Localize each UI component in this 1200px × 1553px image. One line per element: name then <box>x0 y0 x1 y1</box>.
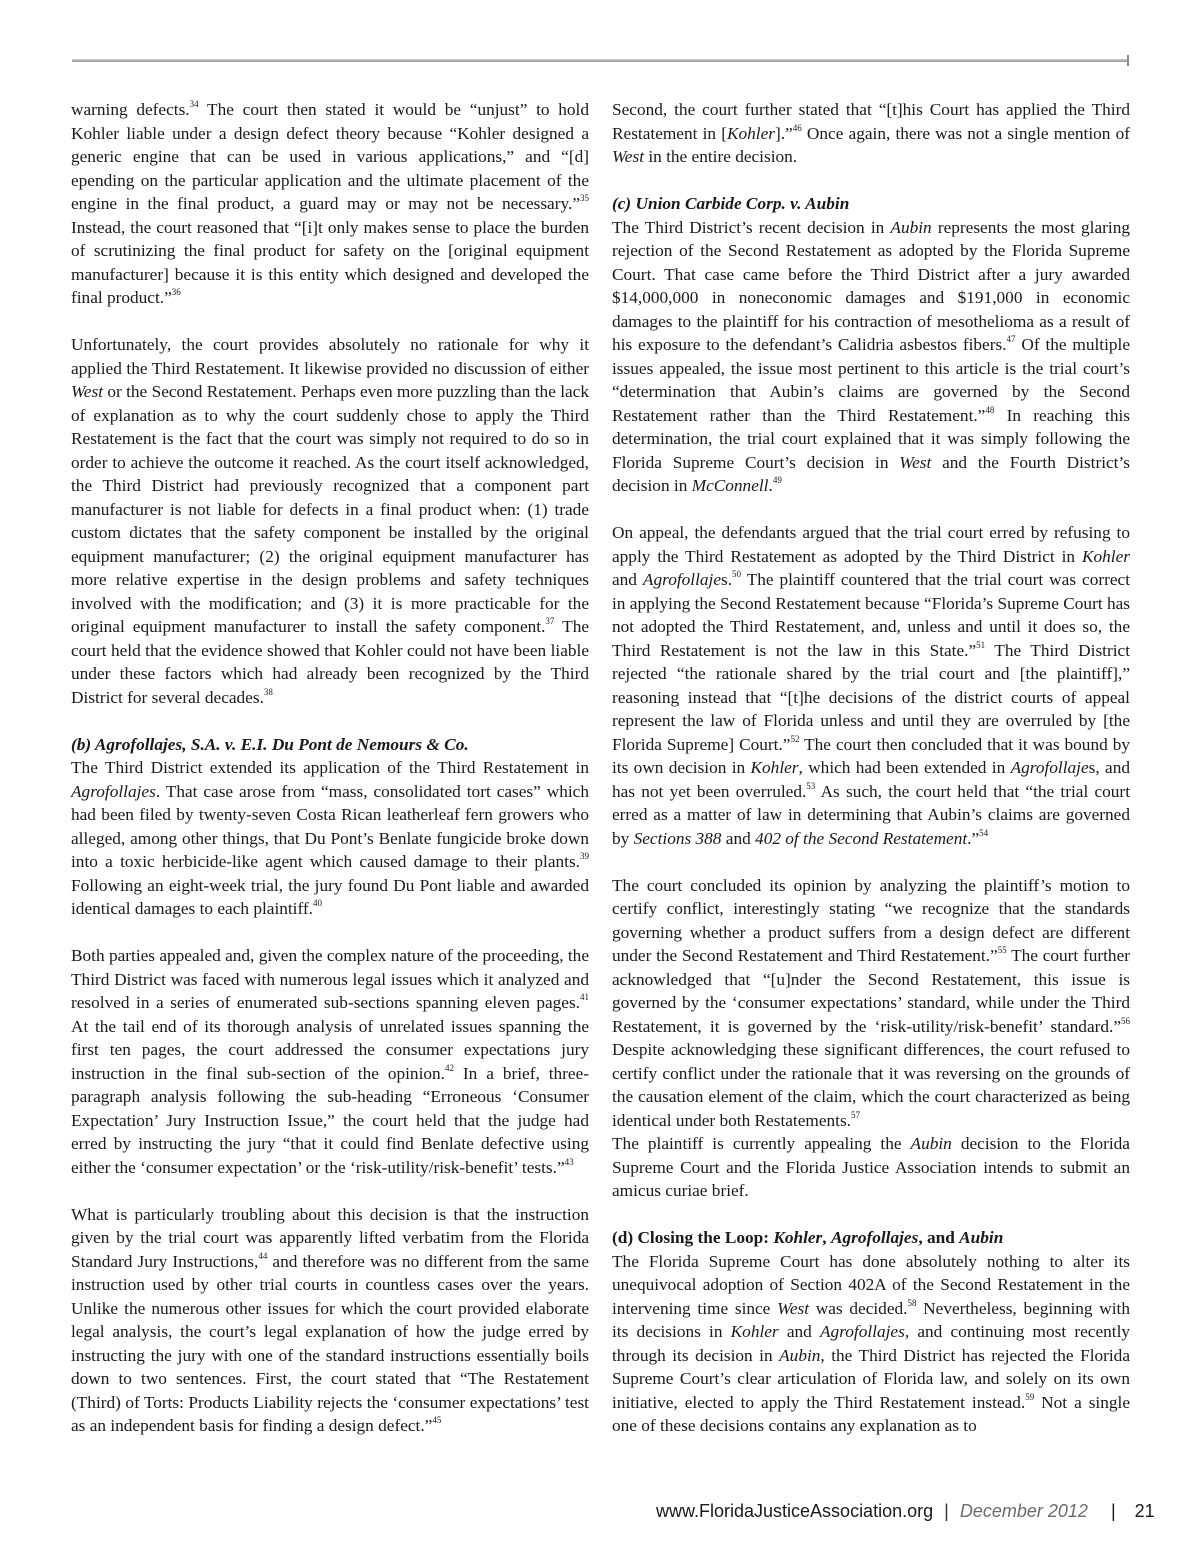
footnote-ref: 49 <box>772 475 782 486</box>
paragraph: The Third District’s recent decision in Aubin represents the most glaring rejection of the Second Restatement as adopted by the Florida Supreme Court. That case came before the Third District after a jury awarded $14,000,000 in noneconomic damages and $191,000 in economic damages to the plaintiff for his contraction of mesothelioma as a result of his exposure to the defendant’s Calidria asbestos fibers.$^{47}$ Of the multiple issues appealed, the issue most pertinent to this article is the trial court’s “determination that Aubin’s claims are governed by the Second Restatement rather than the Third Restatement.”$^{48}$ In reaching this determination, the trial court explained that it was simply following the Florida Supreme Court’s decision in West and the Fourth District’s decision in McConnell.$^{49}$ <box>612 217 1131 495</box>
paragraph: warning defects.$^{34}$ The court then stated it would be “unjust” to hold Kohler liable under a design defect theory because “Kohler designed a generic engine that can be used in various applications,” and “[d] epending on the particular application and the ultimate placement of the engine in the final product, a guard may or may not be necessary.”$^{35}$ Instead, the court reasoned that “[i]t only makes sense to place the burden of scrutinizing the final product for safety on the [original equipment manufacturer] because it is this entity which designed and developed the final product.”$^{36}$ <box>71 99 589 307</box>
footnote-ref: 58 <box>907 1297 917 1308</box>
section-heading-c: (c) Union Carbide Corp. v. Aubin <box>612 194 850 213</box>
italic-citation: Agrofollajes <box>830 1228 919 1247</box>
paragraph: Second, the court further stated that “[t]his Court has applied the Third Restatement in [Kohler].”$^{46}$ Once again, there was not a single mention of West in the entire decision. <box>612 100 1130 166</box>
italic-citation: Sections 388 <box>633 828 722 848</box>
footnote-ref: 47 <box>1006 334 1016 345</box>
footnote-ref: 43 <box>564 1156 574 1167</box>
italic-citation: 402 of the Second Restatement <box>755 828 968 848</box>
italic-citation: Agrofollajes <box>71 781 156 801</box>
footnote-ref: 44 <box>258 1250 268 1261</box>
italic-citation: Aubin <box>890 217 932 237</box>
page-number: 21 <box>1134 1501 1155 1521</box>
left-column <box>71 98 589 1438</box>
italic-citation: Agrofollajes <box>820 1322 905 1341</box>
section-heading-b: (b) Agrofollajes, S.A. v. E.I. Du Pont de Nemours & Co. <box>71 734 469 754</box>
website-link[interactable]: www.FloridaJusticeAssociation.org <box>656 1501 934 1521</box>
italic-citation: Kohler <box>730 1322 779 1341</box>
italic-citation: Aubin <box>910 1134 952 1153</box>
footnote-ref: 35 <box>580 193 589 204</box>
italic-citation: Agrofollaje <box>1010 758 1089 777</box>
footnote-ref: 37 <box>545 616 555 627</box>
footnote-ref: 55 <box>997 945 1007 956</box>
footnote-ref: 59 <box>1025 1391 1035 1402</box>
footnote-ref: 57 <box>851 1109 860 1120</box>
footnote-ref: 46 <box>792 122 802 133</box>
footnote-ref: 36 <box>171 287 181 298</box>
footnote-ref: 51 <box>976 639 986 650</box>
italic-citation: West <box>612 147 645 166</box>
paragraph: On appeal, the defendants argued that the trial court erred by refusing to apply the Third Restatement as adopted by the Third District in Kohler and Agrofollajes.$^{50}$ The plaintiff countered that the trial court was correct in applying the Second Restatement because “Florida’s Supreme Court has not adopted the Third Restatement, and, unless and until it does so, the Third Restatement is not the law in this State.”$^{51}$ The Third District rejected “the rationale shared by the trial court and [the plaintiff],” reasoning instead that “[t]he decisions of the district courts of appeal represent the law of Florida unless and until they are overruled by [the Florida Supreme] Court.”$^{52}$ The court then concluded that it was bound by its own decision in Kohler, which had been extended in Agrofollajes, and has not yet been overruled.$^{53}$ As such, the court held that “the trial court erred as a matter of law in determining that Aubin’s claims are governed by Sections 388 and 402 of the Second Restatement.”$^{54}$ <box>612 523 1130 848</box>
header-rule-cap <box>1127 55 1129 66</box>
issue-date: December 2012 <box>959 1501 1088 1521</box>
italic-citation: Aubin <box>959 1228 1004 1247</box>
footnote-ref: 56 <box>1121 1015 1130 1026</box>
footnote-ref: 50 <box>732 569 742 580</box>
paragraph: The court concluded its opinion by analyzing the plaintiff’s motion to certify conflict, interestingly stating “we recognize that the standards governing whether a product suffers from a design defect are different under the Second Restatement and Third Restatement.”$^{55}$ The court further acknowledged that “[u]nder the Second Restatement, this issue is governed by the ‘consumer expectations’ standard, while under the Third Restatement, it is governed by the ‘risk-utility/risk-benefit’ standard.”$^{56}$ Despite acknowledging these significant differences, the court refused to certify conflict under the rationale that it was reversing on the grounds of the causation element of the claim, which the court characterized as being identical under both Restatements.$^{57}$ <box>612 875 1130 1130</box>
footnote-ref: 45 <box>432 1415 442 1426</box>
italic-citation: West <box>71 382 104 401</box>
paragraph: The Third District extended its application of the Third Restatement in Agrofollajes. That case arose from “mass, consolidated tort cases” which had been filed by twenty-seven Costa Rican leatherleaf fern growers who alleged, among other things, that Du Pont’s Benlate fungicide broke down into a toxic herbicide-like agent which caused damage to their plants.$^{39}$ Following an eight-week trial, the jury found Du Pont liable and awarded identical damages to each plaintiff.$^{40}$ <box>71 758 589 918</box>
italic-citation: McConnell <box>691 476 769 495</box>
italic-citation: Kohler <box>726 123 775 143</box>
footnote-ref: 48 <box>985 404 995 415</box>
paragraph: Unfortunately, the court provides absolutely no rationale for why it applied the Third Restatement. It likewise provided no discussion of either West or the Second Restatement. Perhaps even more puzzling than the lack of explanation as to why the court suddenly chose to apply the Third Restatement is the fact that the court was simply not required to do so in order to achieve the outcome it reached. As the court itself acknowledged, the Third District had previously recognized that a component part manufacturer is not liable for defects in a final product when: (1) trade custom dictates that the safety component be installed by the original equipment manufacturer; (2) the original equipment manufacturer has more relative expertise in the design problems and safety techniques involved with the modification; and (3) it is more practicable for the original equipment manufacturer to install the safety component.$^{37}$ The court held that the evidence showed that Kohler could not have been liable under these factors which had already been recognized by the Third District for several decades.$^{38}$ <box>71 335 590 707</box>
footnote-ref: 38 <box>263 686 273 697</box>
section-heading-d: (d) Closing the Loop: Kohler, Agrofollajes, and Aubin <box>612 1228 1004 1247</box>
italic-citation: West <box>777 1298 810 1318</box>
footnote-ref: 52 <box>790 733 800 744</box>
italic-citation: West <box>899 452 932 472</box>
header-rule <box>72 59 1128 62</box>
footnote-ref: 39 <box>580 851 589 862</box>
footnote-ref: 42 <box>444 1062 454 1073</box>
italic-citation: Kohler <box>773 1228 823 1247</box>
paragraph: Both parties appealed and, given the complex nature of the proceeding, the Third District was faced with numerous legal issues which it analyzed and resolved in a series of enumerated sub-sections spanning eleven pages.$^{41}$ At the tail end of its thorough analysis of unrelated issues spanning the first ten pages, the court addressed the consumer expectations jury instruction in the final sub-section of the opinion.$^{42}$ In a brief, three-paragraph analysis following the sub-heading “Erroneous ‘Consumer Expectation’ Jury Instruction Issue,” the court held that the judge had erred by instructing the jury “that it could find Benlate defective using either the ‘consumer expectation’ or the ‘risk-utility/risk-benefit’ tests.”$^{43}$ <box>71 946 589 1177</box>
paragraph: The Florida Supreme Court has done absolutely nothing to alter its unequivocal adoption of Section 402A of the Second Restatement in the intervening time since West was decided.$^{58}$ Nevertheless, beginning with its decisions in Kohler and Agrofollajes, and continuing most recently through its decision in Aubin, the Third District has rejected the Florida Supreme Court’s clear articulation of Florida law, and solely on its own initiative, elected to apply the Third Restatement instead.$^{59}$ Not a single one of these decisions contains any explanation as to <box>612 1251 1131 1435</box>
paragraph: What is particularly troubling about this decision is that the instruction given by the trial court was apparently lifted verbatim from the Florida Standard Jury Instructions,$^{44}$ and therefore was no different from the same instruction used by other trial courts in countless cases over the years. Unlike the numerous other issues for which the court provided elaborate legal analysis, the court’s legal explanation of how the judge erred by instructing the jury with one of the standard instructions essentially boils down to two sentences. First, the court stated that “The Restatement (Third) of Torts: Products Liability rejects the ‘consumer expectations’ test as an independent basis for finding a design defect.”$^{45}$ <box>71 1204 590 1435</box>
italic-citation: Kohler <box>750 758 799 777</box>
italic-citation: Kohler <box>1081 546 1130 566</box>
footer-separator: | <box>1110 1501 1116 1521</box>
page-footer <box>656 1498 1155 1524</box>
footnote-ref: 40 <box>313 898 323 909</box>
right-column <box>612 98 1130 1438</box>
paragraph: The plaintiff is currently appealing the Aubin decision to the Florida Supreme Court and the Florida Justice Association intends to submit an amicus curiae brief. <box>612 1134 1130 1200</box>
footnote-ref: 34 <box>189 99 199 110</box>
footnote-ref: 54 <box>979 827 989 838</box>
footer-separator: | <box>944 1501 949 1521</box>
italic-citation: Aubin <box>779 1345 821 1365</box>
italic-citation: Agrofollaje <box>642 570 721 589</box>
footnote-ref: 53 <box>806 780 816 791</box>
footnote-ref: 41 <box>580 992 589 1003</box>
